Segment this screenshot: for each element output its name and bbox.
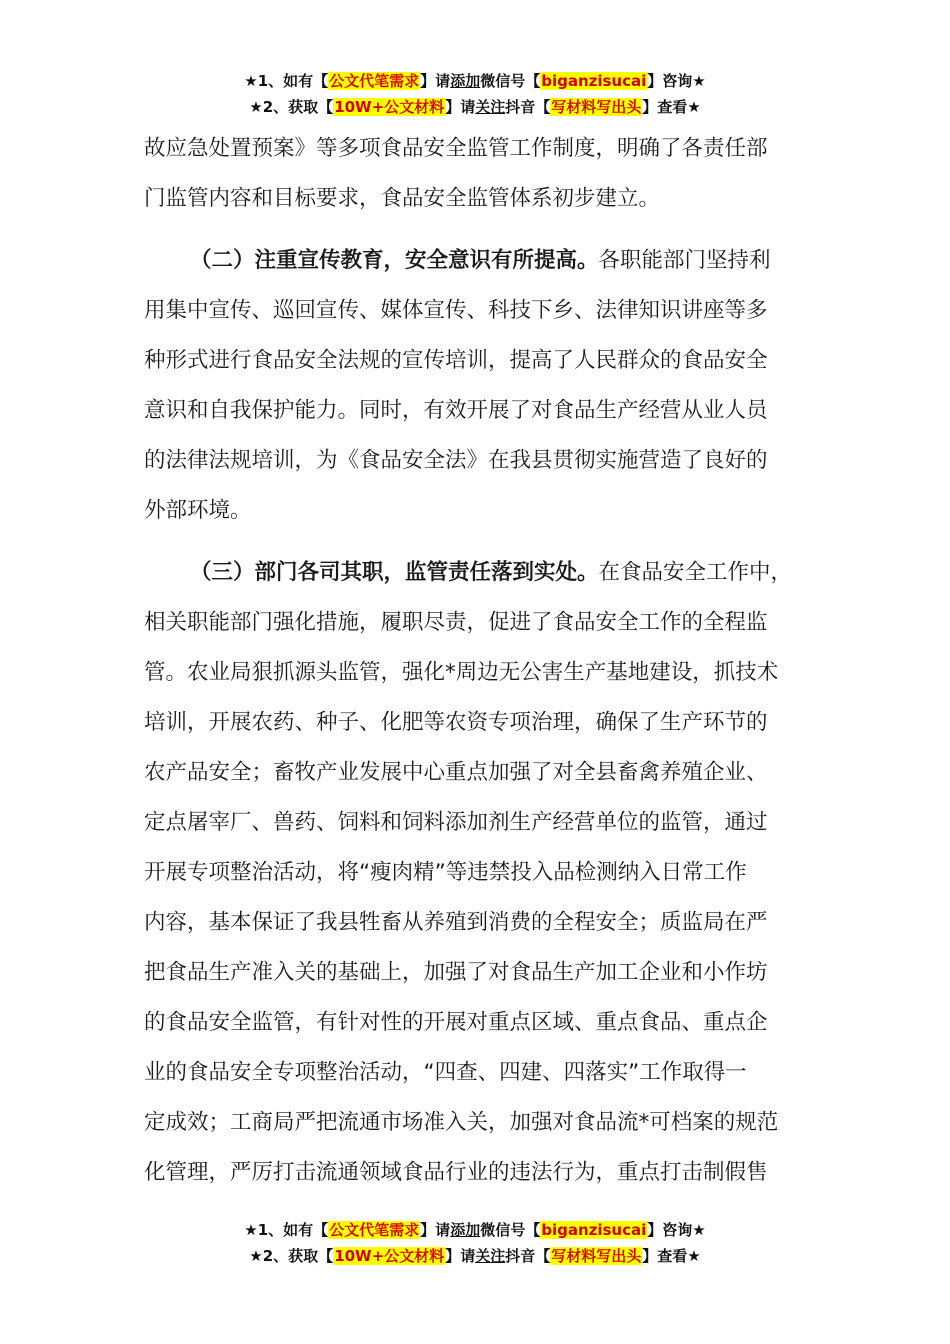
banner-line-2 <box>0 94 950 120</box>
text-line: 故应急处置预案》等多项食品安全监管工作制度，明确了各责任部 <box>144 136 768 161</box>
banner-text: ★2、获取【 <box>249 1247 334 1265</box>
underlined-follow: 关注 <box>475 98 506 116</box>
underlined-add: 添加 <box>450 72 481 90</box>
section-title-3: （三）部门各司其职，监管责任落到实处。 <box>190 560 599 585</box>
section-heading-line <box>144 236 806 286</box>
highlight-service: 公文代笔需求 <box>329 72 420 90</box>
text-line: 用集中宣传、巡回宣传、媒体宣传、科技下乡、法律知识讲座等多 <box>144 298 768 323</box>
text-line: 的食品安全监管，有针对性的开展对重点区域、重点食品、重点企 <box>144 1010 768 1035</box>
text-line: 定点屠宰厂、兽药、饲料和饲料添加剂生产经营单位的监管，通过 <box>144 810 768 835</box>
text-run: 各职能部门坚持利 <box>598 248 771 273</box>
text-line: 开展专项整治活动，将“瘦肉精”等违禁投入品检测纳入日常工作 <box>144 860 747 885</box>
text-line: 相关职能部门强化措施，履职尽责，促进了食品安全工作的全程监 <box>144 610 768 635</box>
text-line: 外部环境。 <box>144 498 252 523</box>
highlight-materials: 10W+公文材料 <box>334 1247 445 1265</box>
banner-text: 】查看★ <box>642 1247 701 1265</box>
highlight-service: 公文代笔需求 <box>329 1221 420 1239</box>
banner-line-2 <box>0 1243 950 1269</box>
text-line: 化管理，严厉打击流通领域食品行业的违法行为，重点打击制假售 <box>144 1160 768 1185</box>
banner-text: ★2、获取【 <box>249 98 334 116</box>
banner-text: 抖音【 <box>505 98 551 116</box>
footer-banner <box>0 1217 950 1269</box>
highlight-materials: 10W+公文材料 <box>334 98 445 116</box>
highlight-wechat-id: biganzisucai <box>541 1221 647 1239</box>
section-title-2: （二）注重宣传教育，安全意识有所提高。 <box>190 248 599 273</box>
text-line: 培训，开展农药、种子、化肥等农资专项治理，确保了生产环节的 <box>144 710 768 735</box>
banner-text: 】请 <box>445 1247 476 1265</box>
banner-text: 】请 <box>445 98 476 116</box>
banner-text: ★1、如有【 <box>244 1221 329 1239</box>
banner-text: 】请 <box>420 1221 451 1239</box>
banner-text: ★1、如有【 <box>244 72 329 90</box>
banner-line-1 <box>0 1217 950 1243</box>
banner-text: 】咨询★ <box>647 72 706 90</box>
underlined-follow: 关注 <box>475 1247 506 1265</box>
banner-text: 】咨询★ <box>647 1221 706 1239</box>
banner-text: 微信号【 <box>480 1221 541 1239</box>
text-line: 的法律法规培训，为《食品安全法》在我县贯彻实施营造了良好的 <box>144 448 768 473</box>
text-line: 业的食品安全专项整治活动，“四查、四建、四落实”工作取得一 <box>144 1060 747 1085</box>
text-line: 门监管内容和目标要求，食品安全监管体系初步建立。 <box>144 186 661 211</box>
text-line: 定成效；工商局严把流通市场准入关，加强对食品流*可档案的规范 <box>144 1110 779 1135</box>
document-body <box>144 124 806 1198</box>
text-line: 种形式进行食品安全法规的宣传培训，提高了人民群众的食品安全 <box>144 348 768 373</box>
header-banner <box>0 68 950 120</box>
banner-text: 抖音【 <box>505 1247 551 1265</box>
text-line: 管。农业局狠抓源头监管，强化*周边无公害生产基地建设，抓技术 <box>144 660 779 685</box>
highlight-douyin-account: 写材料写出头 <box>551 98 642 116</box>
banner-text: 】查看★ <box>642 98 701 116</box>
banner-line-1 <box>0 68 950 94</box>
underlined-add: 添加 <box>450 1221 481 1239</box>
text-line: 农产品安全；畜牧产业发展中心重点加强了对全县畜禽养殖企业、 <box>144 760 768 785</box>
text-line: 把食品生产准入关的基础上，加强了对食品生产加工企业和小作坊 <box>144 960 768 985</box>
banner-text: 】请 <box>420 72 451 90</box>
section-heading-line <box>144 548 806 598</box>
text-line: 意识和自我保护能力。同时，有效开展了对食品生产经营从业人员 <box>144 398 768 423</box>
highlight-wechat-id: biganzisucai <box>541 72 647 90</box>
text-run: 在食品安全工作中， <box>598 560 793 585</box>
banner-text: 微信号【 <box>480 72 541 90</box>
text-line: 内容，基本保证了我县牲畜从养殖到消费的全程安全；质监局在严 <box>144 910 768 935</box>
highlight-douyin-account: 写材料写出头 <box>551 1247 642 1265</box>
